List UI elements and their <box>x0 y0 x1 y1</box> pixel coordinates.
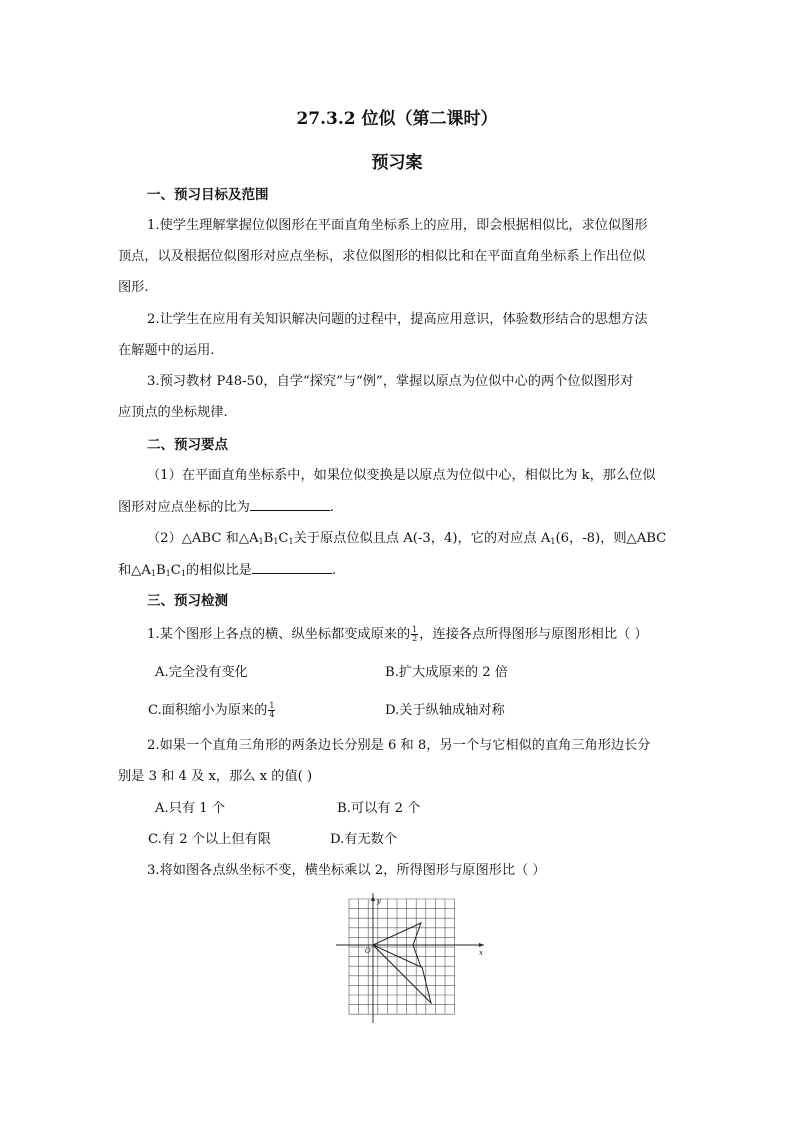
question-line: 3.将如图各点纵坐标不变，横坐标乘以 2，所得图形与原图形比（ ） <box>147 863 546 878</box>
text-span: 的相似比是 <box>185 563 252 578</box>
origin-label: O <box>365 947 371 955</box>
option-d: D.有无数个 <box>330 832 398 847</box>
text-span: 1.某个图形上各点的横、纵坐标都变成原来的 <box>147 627 411 642</box>
option-c <box>148 702 276 720</box>
text-span: B <box>263 531 274 546</box>
x-axis-label: x <box>479 949 483 957</box>
y-axis-arrow <box>371 896 375 901</box>
paragraph-line: 图形. <box>118 280 149 295</box>
question-line <box>147 626 648 644</box>
paragraph-line: 顶点，以及根据位似图形对应点坐标，求位似图形的相似比和在平面直角坐标系上作出位似 <box>118 249 646 264</box>
option-a: A.只有 1 个 <box>155 801 226 816</box>
paragraph-line <box>118 561 336 583</box>
answer-blank <box>250 498 330 511</box>
subscript: 1 <box>273 537 279 546</box>
option-b: B.可以有 2 个 <box>337 801 421 816</box>
subscript: 1 <box>288 537 294 546</box>
paragraph-line <box>147 530 666 551</box>
fraction-one-half <box>411 626 418 643</box>
option-a: A.完全没有变化 <box>155 665 248 680</box>
text-span: 关于原点位似且点 A(-3，4)，它的对应点 A <box>293 531 551 546</box>
x-axis-arrow <box>479 943 484 947</box>
paragraph-line <box>118 498 334 517</box>
paragraph-line: 2.让学生在应用有关知识解决问题的过程中，提高应用意识，体验数形结合的思想方法 <box>147 312 648 327</box>
text-span: ，连接各点所得图形与原图形相比（ ） <box>419 627 648 642</box>
paragraph-line: 在解题中的运用. <box>118 343 215 358</box>
text-span: （2）△ABC 和△A <box>147 531 259 546</box>
fraction-numerator: 1 <box>412 625 418 634</box>
fraction-denominator: 2 <box>412 634 418 643</box>
text-span: C <box>278 531 289 546</box>
text-span: 和△A <box>118 563 151 578</box>
section-heading-1: 一、预习目标及范围 <box>147 187 269 203</box>
text-span: . <box>331 563 337 578</box>
question-line: 2.如果一个直角三角形的两条边长分别是 6 和 8，另一个与它相似的直角三角形边长分 <box>147 738 651 753</box>
text-span: . <box>329 500 335 515</box>
grid-lines <box>349 899 455 1014</box>
paragraph-line: 1.使学生理解掌握位似图形在平面直角坐标系上的应用，即会根据相似比，求位似图形 <box>147 218 648 233</box>
option-b: B.扩大成原来的 2 倍 <box>385 665 508 680</box>
figure-shape-hidden-3 <box>404 953 431 1003</box>
subscript: 1 <box>550 537 556 546</box>
question-line: 别是 3 和 4 及 x，那么 x 的值( ) <box>118 769 313 784</box>
text-span: C.面积缩小为原来的 <box>148 703 268 718</box>
page-subtitle: 预习案 <box>371 153 423 173</box>
option-d: D.关于纵轴成轴对称 <box>385 703 505 718</box>
subscript: 1 <box>258 537 264 546</box>
option-c: C.有 2 个以上但有限 <box>148 832 271 847</box>
fraction-numerator: 1 <box>269 701 275 710</box>
section-heading-2: 二、预习要点 <box>147 437 228 453</box>
fraction-one-quarter <box>268 702 275 719</box>
paragraph-line: 应顶点的坐标规律. <box>118 405 228 420</box>
text-span: 图形对应点坐标的比为 <box>118 500 250 515</box>
subscript: 1 <box>180 569 186 578</box>
paragraph-line: 3.预习教材 P48-50，自学“探究”与“例”，掌握以原点为位似中心的两个位似图形对 <box>147 374 634 389</box>
text-span: B <box>155 563 166 578</box>
paragraph-line: （1）在平面直角坐标系中，如果位似变换是以原点为位似中心，相似比为 k，那么位似 <box>147 468 656 483</box>
text-span: (6，-8)，则△ABC <box>555 531 667 546</box>
section-heading-3: 三、预习检测 <box>147 593 228 609</box>
page-title: 27.3.2 位似（第二课时） <box>296 109 498 129</box>
y-axis-label: y <box>377 897 381 905</box>
coordinate-grid-figure <box>336 893 488 1023</box>
subscript: 1 <box>150 569 156 578</box>
subscript: 1 <box>165 569 171 578</box>
answer-blank <box>252 561 332 574</box>
fraction-denominator: 4 <box>269 710 275 719</box>
figure-shape-lower <box>373 945 431 1003</box>
text-span: C <box>170 563 181 578</box>
